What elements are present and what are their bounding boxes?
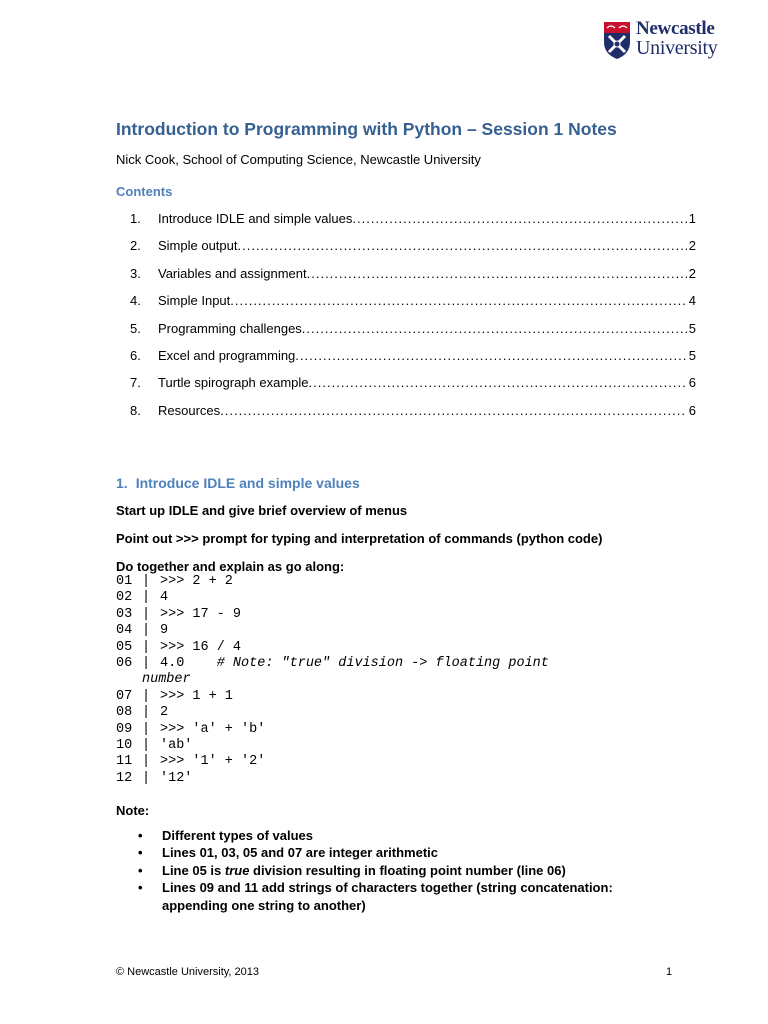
- code-line: 11 | >>> '1' + '2': [116, 754, 266, 770]
- toc-label: Introduce IDLE and simple values: [158, 211, 353, 226]
- code-text: >>> 17 - 9: [160, 606, 242, 622]
- note-emphasis: true: [224, 862, 250, 878]
- list-item: • Lines 01, 03, 05 and 07 are integer arithmetic: [134, 844, 654, 861]
- toc-entry[interactable]: [116, 238, 696, 265]
- line-number: 08: [116, 705, 133, 721]
- code-text: 'ab': [160, 737, 193, 753]
- code-line: 03 | >>> 17 - 9: [116, 606, 242, 622]
- toc-leader: [238, 238, 687, 253]
- toc-entry[interactable]: [116, 211, 696, 238]
- toc-leader: [309, 375, 687, 390]
- line-number: 07: [116, 688, 133, 704]
- toc-number: 2.: [130, 238, 141, 254]
- note-text: division resulting in floating point number (line 06): [249, 862, 566, 878]
- section-number: 1.: [116, 475, 128, 491]
- logo-line-2: University: [636, 37, 718, 59]
- code-line: 04 | 9: [116, 623, 169, 639]
- code-line: 01 | >>> 2 + 2: [116, 574, 233, 589]
- page-title: Introduction to Programming with Python – Session 1 Notes: [116, 119, 617, 139]
- crest-icon: [602, 20, 632, 60]
- code-text: 4: [160, 590, 169, 606]
- toc-entry[interactable]: [116, 375, 696, 402]
- toc-label: Programming challenges: [158, 320, 302, 336]
- line-number: 10: [116, 737, 133, 753]
- toc-entry[interactable]: [116, 293, 696, 320]
- code-line: 08 | 2: [116, 705, 169, 721]
- toc-page: 4: [688, 293, 696, 309]
- toc-leader: [307, 266, 687, 281]
- toc-page: 2: [688, 238, 696, 254]
- section-heading: [116, 475, 360, 491]
- code-line-wrap: number: [142, 672, 191, 688]
- code-text: >>> 16 / 4: [160, 639, 242, 655]
- code-line: 06 | 4.0 # Note: "true" division -> floating point: [116, 655, 549, 671]
- line-number: 12: [116, 770, 133, 786]
- toc-number: 5.: [130, 320, 141, 336]
- toc-label: Turtle spirograph example: [158, 375, 309, 391]
- line-number: 03: [116, 606, 133, 622]
- toc-leader: [220, 403, 687, 418]
- code-text: >>> 1 + 1: [160, 688, 233, 704]
- list-item: • Lines 09 and 11 add strings of characters together (string concatenation: appending one string to another): [134, 879, 654, 914]
- toc-entry[interactable]: [116, 321, 696, 348]
- code-text: >>> 2 + 2: [160, 574, 233, 589]
- line-number: 06: [116, 655, 133, 671]
- note-list: [134, 827, 654, 914]
- table-of-contents: [116, 211, 696, 430]
- toc-label: Simple output: [158, 238, 238, 254]
- paragraph: Point out >>> prompt for typing and interpretation of commands (python code): [116, 531, 603, 546]
- toc-leader: [230, 293, 687, 308]
- code-line: 10 | 'ab': [116, 737, 193, 753]
- code-line: 02 | 4: [116, 590, 169, 606]
- paragraph: Do together and explain as go along:: [116, 559, 345, 574]
- code-text: 4.0: [160, 655, 185, 671]
- code-line: 07 | >>> 1 + 1: [116, 688, 233, 704]
- toc-number: 7.: [130, 375, 141, 391]
- university-logo: [602, 20, 752, 66]
- line-number: 01: [116, 574, 133, 589]
- toc-page: 6: [688, 375, 696, 391]
- section-title: Introduce IDLE and simple values: [135, 475, 360, 491]
- toc-page: 5: [688, 347, 696, 363]
- toc-number: 1.: [130, 211, 141, 226]
- code-text: >>> '1' + '2': [160, 754, 266, 770]
- toc-label: Simple Input: [158, 293, 231, 309]
- author-line: Nick Cook, School of Computing Science, Newcastle University: [116, 152, 481, 167]
- toc-label: Excel and programming: [158, 347, 296, 363]
- toc-page: 6: [688, 402, 696, 418]
- line-number: 05: [116, 639, 133, 655]
- toc-leader: [352, 211, 686, 226]
- toc-entry[interactable]: [116, 266, 696, 293]
- code-line: 09 | >>> 'a' + 'b': [116, 721, 266, 737]
- list-item: [134, 862, 654, 879]
- code-text: '12': [160, 770, 193, 786]
- footer-copyright: © Newcastle University, 2013: [116, 966, 260, 978]
- code-listing: [116, 574, 549, 787]
- toc-number: 8.: [130, 402, 141, 418]
- toc-leader: [295, 348, 686, 363]
- contents-heading: Contents: [116, 184, 173, 199]
- toc-page: 2: [688, 265, 696, 281]
- code-line: 05 | >>> 16 / 4: [116, 639, 242, 655]
- code-text: 9: [160, 623, 169, 639]
- paragraph: Start up IDLE and give brief overview of menus: [116, 503, 408, 518]
- toc-number: 3.: [130, 265, 141, 281]
- logo-line-1: Newcastle: [636, 18, 715, 39]
- line-number: 11: [116, 754, 133, 770]
- toc-label: Variables and assignment: [158, 265, 307, 281]
- toc-number: 6.: [130, 347, 141, 363]
- line-number: 09: [116, 721, 133, 737]
- footer-page-number: 1: [666, 966, 673, 978]
- toc-label: Resources: [158, 402, 221, 418]
- line-number: 04: [116, 623, 133, 639]
- toc-leader: [302, 321, 687, 336]
- note-text: Line 05 is: [162, 862, 225, 878]
- code-line: 12 | '12': [116, 770, 193, 786]
- note-heading: Note:: [116, 803, 150, 818]
- list-item: • Different types of values: [134, 827, 654, 844]
- logo-wordmark: [636, 20, 717, 57]
- toc-entry[interactable]: [116, 403, 696, 430]
- toc-entry[interactable]: [116, 348, 696, 375]
- line-number: 02: [116, 590, 133, 606]
- toc-page: 1: [688, 211, 696, 226]
- code-text: >>> 'a' + 'b': [160, 721, 266, 737]
- code-comment: # Note: "true" division -> floating point: [216, 655, 549, 671]
- toc-number: 4.: [130, 293, 141, 309]
- toc-page: 5: [688, 320, 696, 336]
- code-text: 2: [160, 705, 169, 721]
